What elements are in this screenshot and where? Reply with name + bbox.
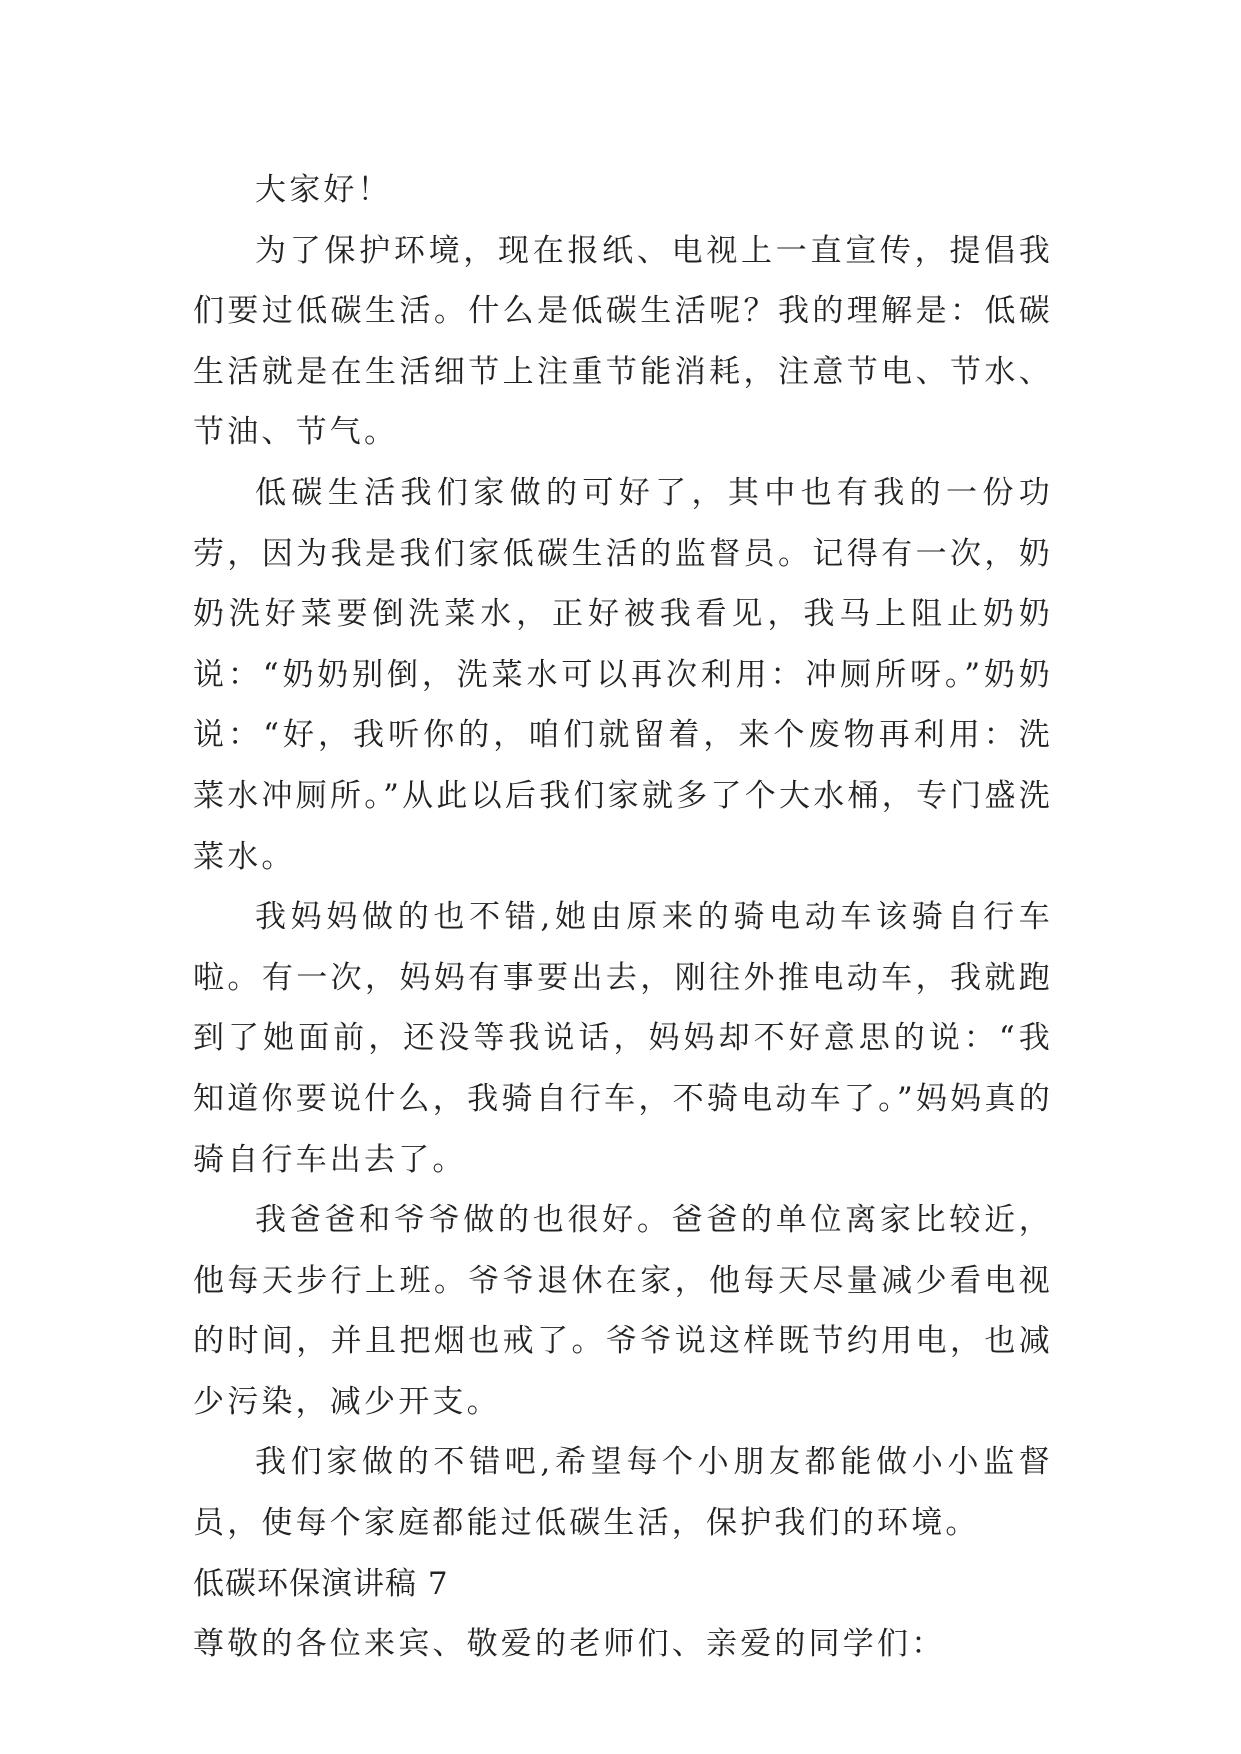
body-paragraph: 低碳生活我们家做的可好了，其中也有我的一份功劳，因为我是我们家低碳生活的监督员。记得有一次，奶奶洗好菜要倒洗菜水，正好被我看见，我马上阻止奶奶说：“奶奶别倒，洗菜水可以再次利用：冲厕所呀。”奶奶说：“好，我听你的，咱们就留着，来个废物再利用：洗菜水冲厕所。”从此以后我们家就多了个大水桶，专门盛洗菜水。 (193, 474, 1053, 875)
greeting-paragraph: 大家好！ (255, 172, 392, 208)
document-page (193, 160, 1053, 1675)
salutation: 尊敬的各位来宾、敬爱的老师们、亲爱的同学们： (193, 1626, 946, 1663)
body-paragraph: 我爸爸和爷爷做的也很好。爸爸的单位离家比较近，他每天步行上班。爷爷退休在家，他每天尽量减少看电视的时间，并且把烟也戒了。爷爷说这样既节约用电，也减少污染，减少开支。 (193, 1202, 1053, 1420)
section-title: 低碳环保演讲稿 7 (193, 1565, 449, 1602)
body-paragraph: 为了保护环境，现在报纸、电视上一直宣传，提倡我们要过低碳生活。什么是低碳生活呢？我的理解是：低碳生活就是在生活细节上注重节能消耗，注意节电、节水、节油、节气。 (193, 232, 1053, 451)
body-paragraph: 我们家做的不错吧,希望每个小朋友都能做小小监督员，使每个家庭都能过低碳生活，保护我们的环境。 (193, 1444, 1053, 1542)
body-paragraph: 我妈妈做的也不错,她由原来的骑电动车该骑自行车啦。有一次，妈妈有事要出去，刚往外推电动车，我就跑到了她面前，还没等我说话，妈妈却不好意思的说：“我知道你要说什么，我骑自行车，不骑电动车了。”妈妈真的骑自行车出去了。 (193, 899, 1053, 1178)
